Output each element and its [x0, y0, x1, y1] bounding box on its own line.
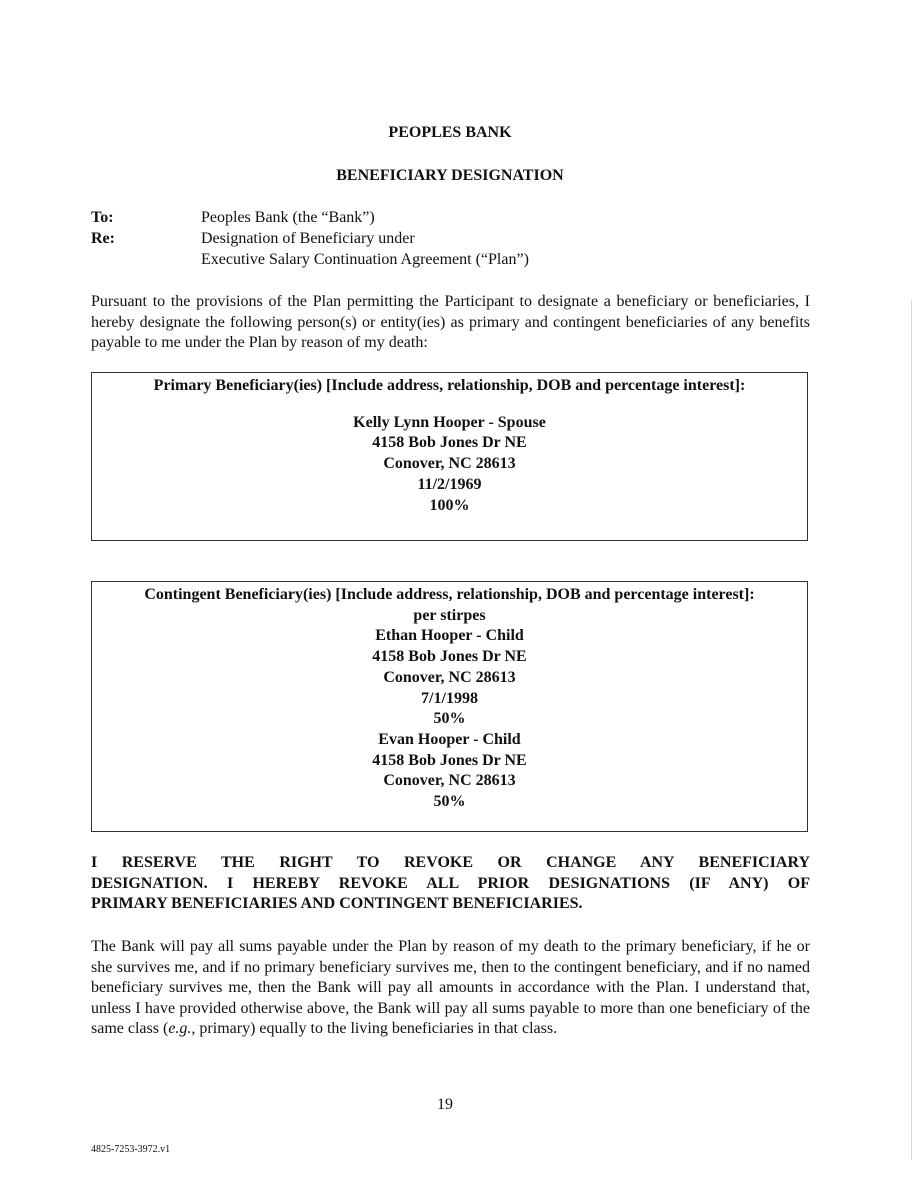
contingent-beneficiary-line: Ethan Hooper - Child	[375, 627, 524, 645]
contingent-beneficiary-line: 50%	[433, 793, 466, 811]
contingent-beneficiary-line: per stirpes	[413, 606, 486, 624]
primary-beneficiary-line: 4158 Bob Jones Dr NE	[372, 434, 527, 452]
memo-re-value	[201, 228, 529, 270]
contingent-beneficiary-line: 4158 Bob Jones Dr NE	[372, 648, 527, 666]
memo-to-label: To:	[91, 209, 114, 226]
page-number: 19	[437, 1096, 453, 1113]
contingent-beneficiary-line: 7/1/1998	[421, 689, 478, 707]
memo-re-line-2: Executive Salary Continuation Agreement (“Plan”)	[201, 251, 529, 268]
scan-edge-line	[911, 300, 912, 1160]
payment-text-after: primary) equally to the living beneficiaries in that class.	[195, 1020, 558, 1037]
revocation-statement	[91, 853, 810, 915]
contingent-beneficiary-line: Evan Hooper - Child	[378, 730, 521, 748]
revocation-line: DESIGNATION. I HEREBY REVOKE ALL PRIOR DESIGNATIONS (IF ANY) OF	[91, 874, 810, 892]
revocation-line: I RESERVE THE RIGHT TO REVOKE OR CHANGE ANY BENEFICIARY	[91, 854, 810, 871]
document-title: BENEFICIARY DESIGNATION	[336, 167, 564, 184]
payment-text-before: The Bank will pay all sums payable under the Plan by reason of my death to the primary beneficiary, if he or she survives me, and if no primary beneficiary survives me, then to the contingent beneficiary, and if no named beneficiary survives me, then the Bank will pay all amounts in accordance with the Plan. I understand that, unless I have provided otherwise above, the Bank will pay all sums payable to more than one beneficiary of the same class (	[91, 938, 810, 1037]
memo-re-label: Re:	[91, 230, 115, 247]
primary-beneficiary-heading: Primary Beneficiary(ies) [Include address, relationship, DOB and percentage interest]:	[153, 377, 746, 394]
primary-beneficiary-line: 100%	[429, 496, 470, 514]
primary-beneficiary-line: Conover, NC 28613	[383, 455, 516, 473]
primary-beneficiary-box	[91, 372, 808, 541]
intro-paragraph: Pursuant to the provisions of the Plan permitting the Participant to designate a beneficiary or beneficiaries, I hereby designate the following person(s) or entity(ies) as primary and contingent beneficiaries of any benefits payable to me under the Plan by reason of my death:	[91, 293, 810, 351]
contingent-beneficiary-line: Conover, NC 28613	[383, 772, 516, 790]
memo-re-line-1: Designation of Beneficiary under	[201, 230, 415, 247]
contingent-beneficiary-line: Conover, NC 28613	[383, 668, 516, 686]
contingent-beneficiary-heading: Contingent Beneficiary(ies) [Include address, relationship, DOB and percentage interest]:	[144, 586, 755, 603]
primary-beneficiary-line: 11/2/1969	[417, 475, 482, 493]
contingent-beneficiary-box	[91, 581, 808, 832]
payment-paragraph	[91, 937, 810, 1040]
revocation-line: PRIMARY BENEFICIARIES AND CONTINGENT BENEFICIARIES.	[91, 895, 583, 912]
memo-re-row	[91, 228, 529, 270]
bank-name-heading: PEOPLES BANK	[388, 124, 512, 141]
memo-to-row	[91, 207, 529, 228]
primary-beneficiary-line: Kelly Lynn Hooper - Spouse	[353, 413, 546, 431]
contingent-beneficiary-line: 50%	[433, 710, 466, 728]
contingent-beneficiary-line: 4158 Bob Jones Dr NE	[372, 751, 527, 769]
memo-block	[91, 207, 529, 270]
memo-to-value: Peoples Bank (the “Bank”)	[201, 209, 375, 226]
payment-example-text: e.g.,	[168, 1020, 196, 1037]
document-id: 4825-7253-3972.v1	[91, 1144, 171, 1155]
